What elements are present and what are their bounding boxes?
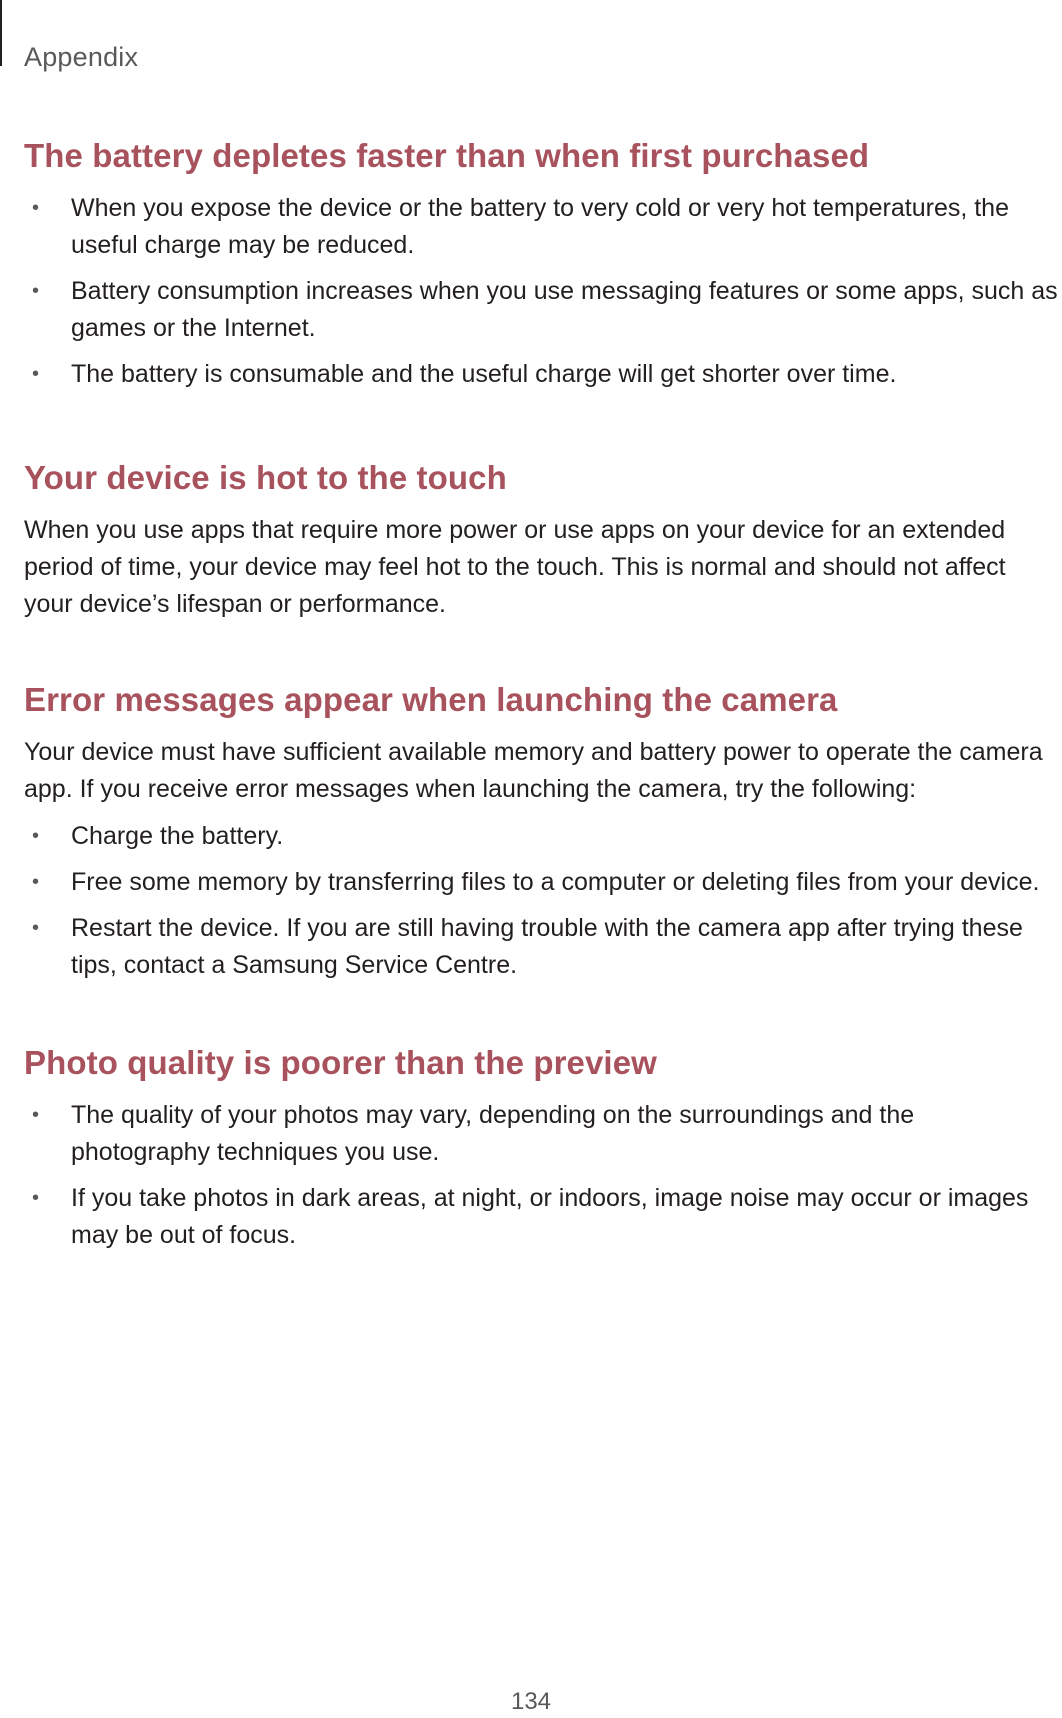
list-item xyxy=(24,1097,1062,1171)
list-item xyxy=(24,910,1062,984)
list-item-text: may be out of focus. xyxy=(71,1221,297,1249)
paragraph-line: period of time, your device may feel hot to the touch. This is normal and should not affect xyxy=(24,553,1006,581)
list-item-text: Free some memory by transferring files to a computer or deleting files from your device. xyxy=(71,868,1040,896)
list-item-text: The battery is consumable and the useful charge will get shorter over time. xyxy=(71,360,897,388)
bullet-icon: • xyxy=(32,825,40,847)
header-section-label: Appendix xyxy=(24,42,139,72)
bullet-icon: • xyxy=(32,1104,40,1126)
bullet-list xyxy=(24,1097,1062,1254)
list-item xyxy=(24,190,1062,264)
list-item-text: useful charge may be reduced. xyxy=(71,231,415,259)
paragraph-line: your device’s lifespan or performance. xyxy=(24,590,446,618)
list-item-text: If you take photos in dark areas, at night, or indoors, image noise may occur or images xyxy=(71,1184,1029,1212)
bullet-icon: • xyxy=(32,363,40,385)
bullet-list xyxy=(24,818,1062,984)
section-device-hot xyxy=(24,456,1062,631)
section-title: Error messages appear when launching the camera xyxy=(24,681,838,718)
section-battery-depletes xyxy=(24,134,1062,402)
list-item-text: The quality of your photos may vary, depending on the surroundings and the xyxy=(71,1101,915,1129)
list-item-text: Charge the battery. xyxy=(71,822,284,850)
paragraph-line: app. If you receive error messages when launching the camera, try the following: xyxy=(24,775,917,803)
list-item-text: games or the Internet. xyxy=(71,314,316,342)
bullet-icon: • xyxy=(32,197,40,219)
section-title: The battery depletes faster than when first purchased xyxy=(24,137,870,174)
body-paragraph xyxy=(24,734,1062,808)
bullet-icon: • xyxy=(32,871,40,893)
page-number: 134 xyxy=(510,1688,552,1715)
paragraph-line: When you use apps that require more power or use apps on your device for an extended xyxy=(24,516,1006,544)
list-item-text: tips, contact a Samsung Service Centre. xyxy=(71,951,518,979)
bullet-icon: • xyxy=(32,280,40,302)
list-item xyxy=(24,818,1062,855)
list-item-text: When you expose the device or the battery to very cold or very hot temperatures, the xyxy=(71,194,1009,222)
section-photo-quality xyxy=(24,1041,1062,1263)
bullet-list xyxy=(24,190,1062,393)
list-item xyxy=(24,1180,1062,1254)
margin-rule xyxy=(0,0,2,66)
list-item xyxy=(24,356,1062,393)
body-paragraph xyxy=(24,512,1062,623)
bullet-icon: • xyxy=(32,917,40,939)
section-title: Your device is hot to the touch xyxy=(24,459,507,496)
section-title: Photo quality is poorer than the preview xyxy=(24,1044,657,1081)
list-item xyxy=(24,864,1062,901)
paragraph-line: Your device must have sufficient available memory and battery power to operate the camera xyxy=(24,738,1043,766)
list-item xyxy=(24,273,1062,347)
bullet-icon: • xyxy=(32,1187,40,1209)
section-camera-errors xyxy=(24,678,1062,993)
list-item-text: photography techniques you use. xyxy=(71,1138,440,1166)
list-item-text: Restart the device. If you are still having trouble with the camera app after trying these xyxy=(71,914,1023,942)
list-item-text: Battery consumption increases when you use messaging features or some apps, such as xyxy=(71,277,1058,305)
